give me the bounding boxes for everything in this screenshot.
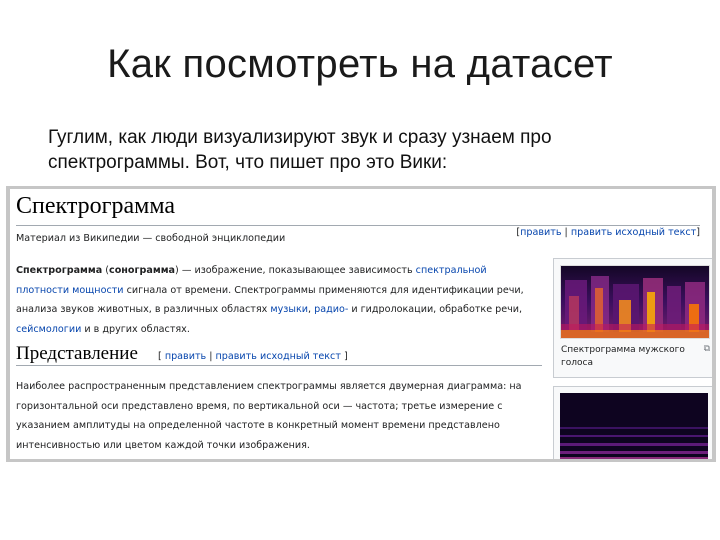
wiki-subtitle: Материал из Википедии — свободной энциклопедии (16, 233, 286, 244)
intro-text: ) — изображение, показывающее зависимость (175, 265, 416, 276)
bracket-open: [ (158, 351, 162, 362)
intro-text: и гидролокации, обработке речи, (348, 304, 523, 315)
section-edit-source-link[interactable]: править исходный текст (215, 351, 341, 362)
edit-links-top (516, 227, 700, 238)
section-paragraph: Наиболее распространенным представлением спектрограммы является двумерная диаграмма: на горизонтальной оси представлено время, по вертикальной оси — частота; третье измерение с указанием амплитуды на определенной частоте в конкретный момент времени представлено интенсивностью или цветом каждой точки изображения. (16, 381, 522, 451)
edit-link[interactable]: править (520, 227, 562, 238)
music-link[interactable]: музыки (270, 304, 309, 315)
bracket-close: ] (344, 351, 348, 362)
intro-text: сигнала от времени. Спектрограммы применяются для идентификации речи, анализа звуков животных, в различных областях (16, 284, 524, 315)
thumbnail-frame[interactable] (553, 258, 712, 378)
section-edit-link[interactable]: править (164, 351, 207, 362)
section-rule (16, 365, 542, 366)
spectrogram-image[interactable] (560, 265, 710, 339)
wiki-article-title: Спектрограмма (16, 193, 175, 219)
radio-link[interactable]: радио- (314, 304, 349, 315)
bracket-close: ] (696, 227, 700, 238)
spectrogram-image-2[interactable] (560, 393, 708, 459)
separator: | (206, 351, 216, 362)
psd-link[interactable]: спектральной плотности мощности (16, 265, 487, 296)
intro-paragraph: Спектрограмма (сонограмма) — изображение, показывающее зависимость спектральной плотности мощности сигнала от времени. Спектрограммы применяются для идентификации речи, анализа звуков животных, в различных областях музыки, радио- и гидролокации, обработке речи, сейсмологии и в других областях. (16, 265, 524, 335)
intro-alt-term: сонограмма (109, 265, 176, 276)
wiki-page (10, 189, 712, 459)
separator: | (561, 227, 571, 238)
seismology-link[interactable]: сейсмологии (16, 323, 82, 335)
title-rule (16, 225, 700, 226)
enlarge-icon[interactable]: ⧉ (703, 343, 710, 353)
bracket-open: [ (516, 227, 521, 238)
edit-source-link[interactable]: править исходный текст (570, 227, 697, 238)
intro-text: и в других областях. (81, 323, 190, 335)
intro-text: , (308, 304, 315, 315)
thumbnail-caption: Спектрограмма мужского голоса (561, 345, 685, 368)
thumbnail-frame-2[interactable] (553, 386, 712, 459)
slide-intro-text: Гуглим, как люди визуализируют звук и сразу узнаем про спектрограммы. Вот, что пишет про это Вики: (48, 127, 552, 173)
slide-title: Как посмотреть на датасет (107, 42, 613, 86)
wiki-screenshot (6, 186, 716, 462)
section-heading: Представление (16, 343, 138, 364)
intro-term: Спектрограмма (16, 265, 103, 276)
section-edit-links (158, 351, 348, 362)
